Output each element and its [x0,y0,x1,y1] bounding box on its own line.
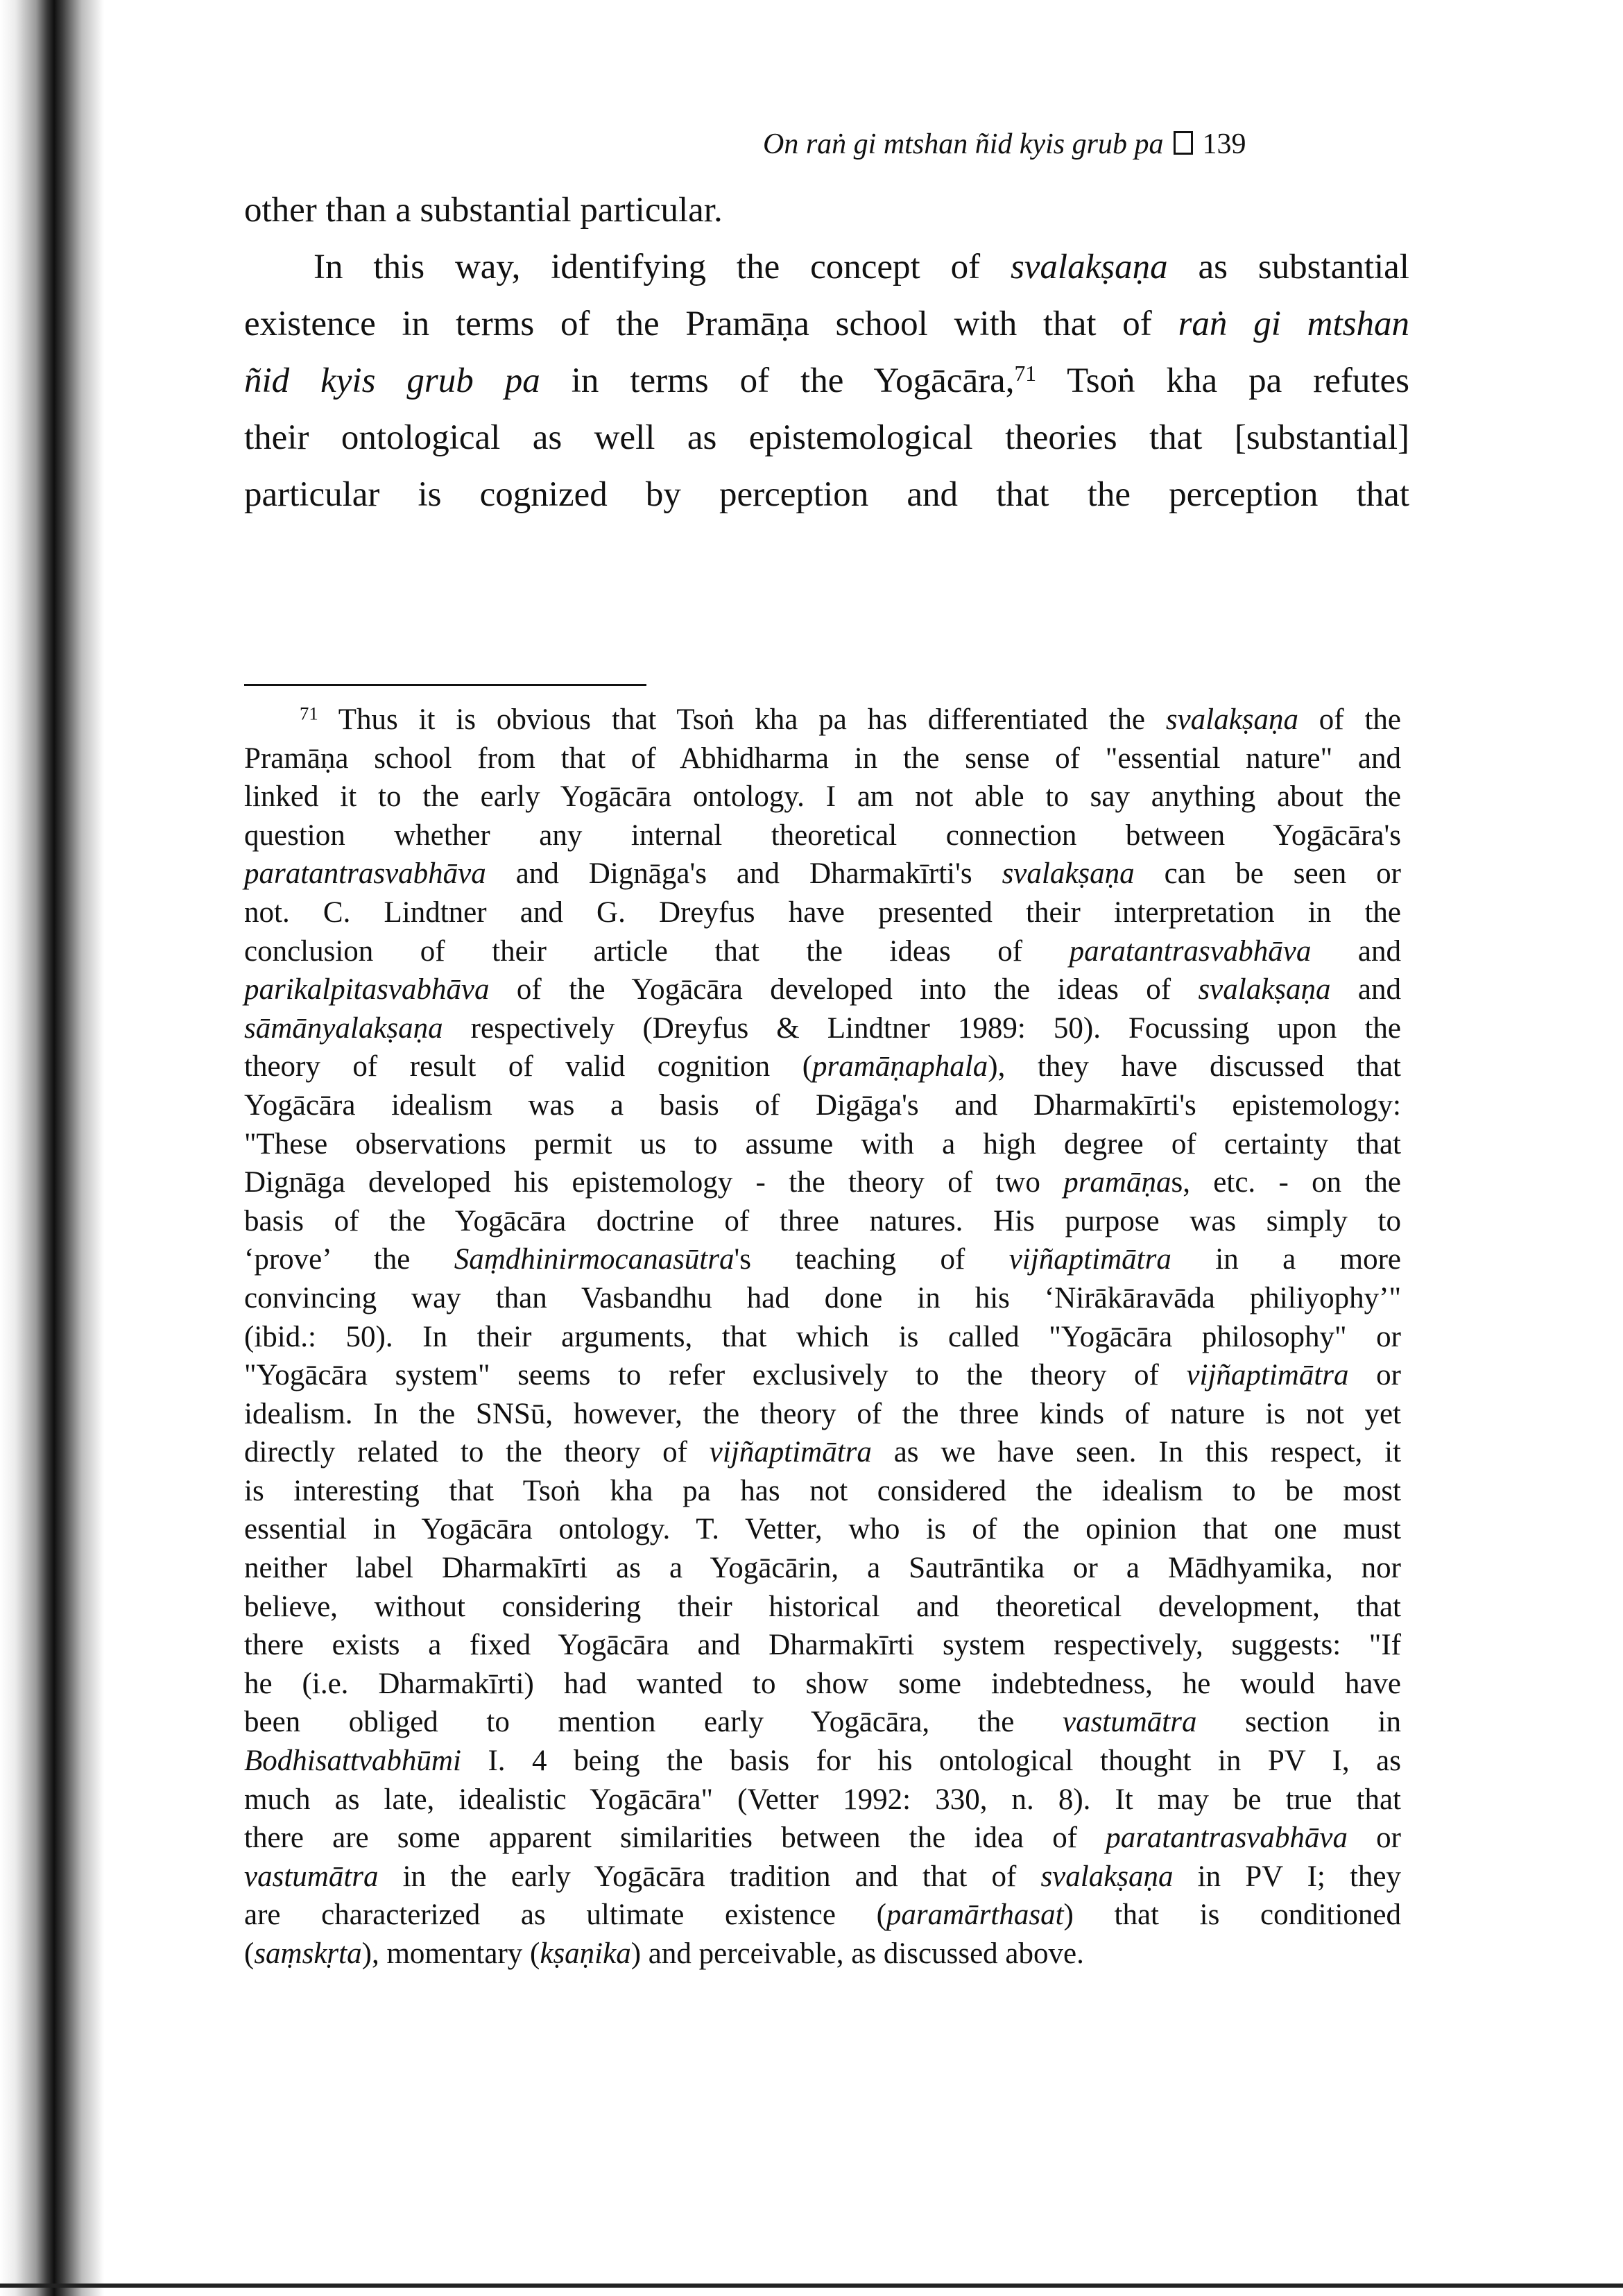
footnote-line: (saṃskṛta), momentary (kṣaṇika) and perceivable, as discussed above. [244,1937,1084,1970]
footnote-line: "These observations permit us to assume with a high degree of certainty that [244,1127,1401,1160]
footnote-reference: 71 [1014,361,1037,386]
footnote-line: there are some apparent similarities between the idea of paratantrasvabhāva or [244,1822,1401,1855]
footnote-line: Dignāga developed his epistemology - the theory of two pramāṇas, etc. - on the [244,1166,1402,1199]
running-head-title: On raṅ gi mtshan ñid kyis grub pa [763,128,1164,160]
footnote-line: parikalpitasvabhāva of the Yogācāra developed into the ideas of svalakṣaṇa and [244,973,1401,1006]
running-head-separator [1174,131,1193,155]
footnote-line: sāmānyalakṣaṇa respectively (Dreyfus & Lindtner 1989: 50). Focussing upon the [244,1011,1401,1045]
footnote-line: much as late, idealistic Yogācāra" (Vetter 1992: 330, n. 8). It may be true that [244,1783,1401,1816]
footnote-line: convincing way than Vasbandhu had done in his ‘Nirākāravāda philiyophy’" [244,1281,1401,1314]
footnote-line: "Yogācāra system" seems to refer exclusively to the theory of vijñaptimātra or [244,1359,1401,1392]
text-line: existence in terms of the Pramāṇa school with that of raṅ gi mtshan [244,305,1409,343]
footnote-line: not. C. Lindtner and G. Dreyfus have presented their interpretation in the [244,896,1401,929]
footnote-line: there exists a fixed Yogācāra and Dharmakīrti system respectively, suggests: "If [244,1629,1401,1662]
footnote-separator-rule [244,684,646,686]
footnote-number: 71 [300,703,318,724]
footnote-line: neither label Dharmakīrti as a Yogācārin, a Sautrāntika or a Mādhyamika, nor [244,1552,1401,1585]
footnote-line: believe, without considering their historical and theoretical development, that [244,1590,1401,1623]
footnote-line: he (i.e. Dharmakīrti) had wanted to show some indebtedness, he would have [244,1667,1401,1700]
running-head [763,123,1373,165]
page-number: 139 [1202,128,1246,160]
text-line: other than a substantial particular. [244,191,723,230]
text-line: particular is cognized by perception and that the perception that [244,475,1409,514]
footnote-line: basis of the Yogācāra doctrine of three natures. His purpose was simply to [244,1204,1401,1237]
footnote-line: conclusion of their article that the ideas of paratantrasvabhāva and [244,934,1402,968]
footnote-line: Pramāṇa school from that of Abhidharma in the sense of "essential nature" and [244,742,1401,775]
text-line: In this way, identifying the concept of svalakṣaṇa as substantial [314,248,1409,286]
book-binding-shadow [0,0,104,2296]
text-line: their ontological as well as epistemological theories that [substantial] [244,418,1409,457]
footnote-line: paratantrasvabhāva and Dignāga's and Dharmakīrti's svalakṣaṇa can be seen or [244,857,1401,891]
text-line: ñid kyis grub pa in terms of the Yogācāra,$^{71}$ Tsoṅ kha pa refutes [244,361,1409,400]
footnote-line: are characterized as ultimate existence (paramārthasat) that is conditioned [244,1899,1401,1932]
footnote-line: been obliged to mention early Yogācāra, the vastumātra section in [244,1706,1401,1739]
footnote-line: theory of result of valid cognition (pramāṇaphala), they have discussed that [244,1050,1401,1083]
footnote-line: vastumātra in the early Yogācāra tradition and that of svalakṣaṇa in PV I; they [244,1860,1401,1893]
footnote-line: ‘prove’ the Saṃdhinirmocanasūtra's teaching of vijñaptimātra in a more [244,1243,1401,1276]
footnote-line: is interesting that Tsoṅ kha pa has not considered the idealism to be most [244,1474,1401,1507]
footnote-line: directly related to the theory of vijñaptimātra as we have seen. In this respect, it [244,1436,1401,1469]
footnote-line: linked it to the early Yogācāra ontology. I am not able to say anything about the [244,780,1401,814]
page-bottom-edge [0,2284,1623,2288]
footnote-71 [244,701,1401,1973]
footnote-line: $^{71}$ Thus it is obvious that Tsoṅ kha pa has differentiated the svalakṣaṇa of the [300,703,1402,736]
footnote-line: question whether any internal theoretical connection between Yogācāra's [244,819,1401,852]
footnote-line: Yogācāra idealism was a basis of Digāga's and Dharmakīrti's epistemology: [244,1088,1401,1122]
footnote-line: essential in Yogācāra ontology. T. Vetter, who is of the opinion that one must [244,1513,1401,1546]
footnote-line: idealism. In the SNSū, however, the theory of the three kinds of nature is not yet [244,1397,1401,1430]
footnote-line: Bodhisattvabhūmi I. 4 being the basis for his ontological thought in PV I, as [244,1745,1401,1778]
body-text [244,182,1409,523]
footnote-line: (ibid.: 50). In their arguments, that which is called "Yogācāra philosophy" or [244,1320,1401,1353]
